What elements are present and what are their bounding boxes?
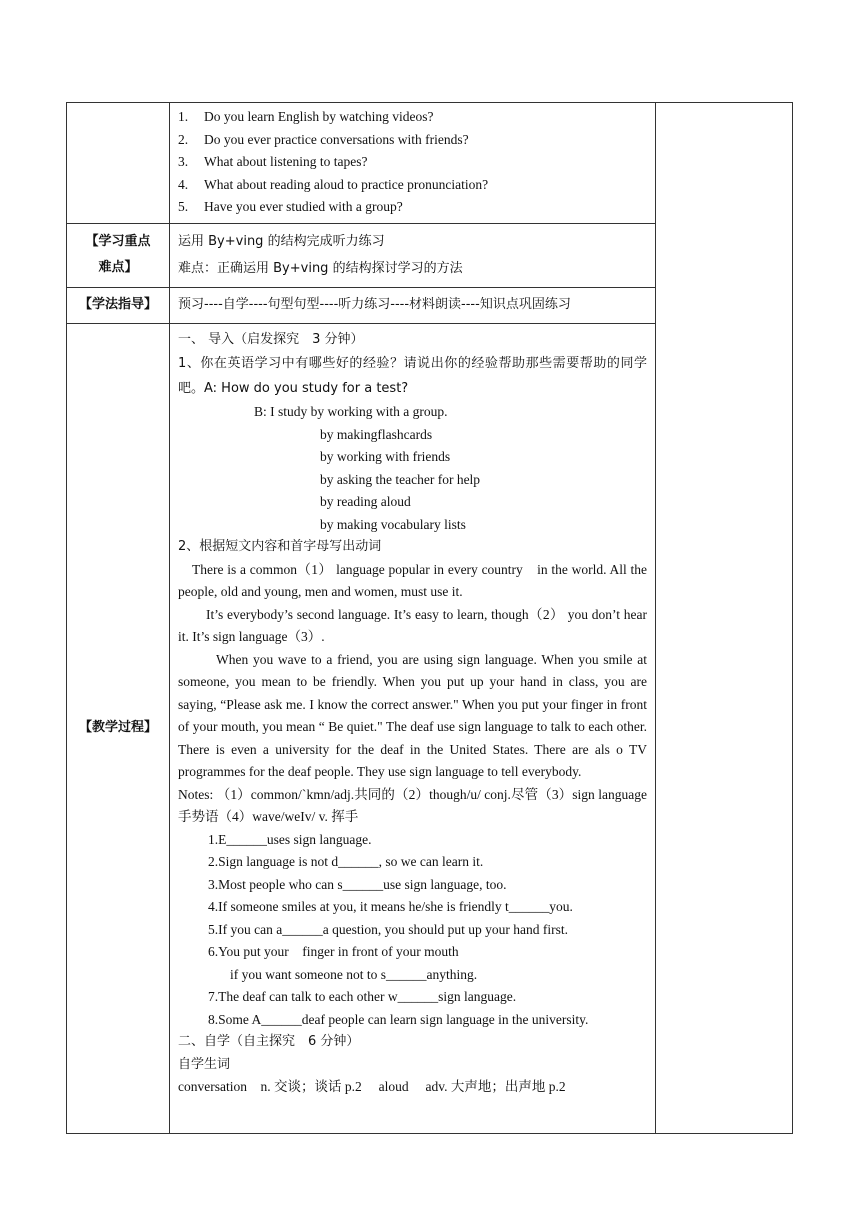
exercise-item: if you want someone not to s______anything.: [230, 966, 478, 982]
answer-option: by makingflashcards: [320, 426, 433, 442]
exercise-item: 1.E______uses sign language.: [208, 831, 372, 847]
lesson-plan-table: [66, 102, 793, 1134]
difficulty-line: 难点：正确运用 By+ving 的结构探讨学习的方法: [178, 260, 463, 276]
key-points-label: 【学习重点 难点】: [67, 223, 170, 287]
method-cell: 预习----自学----句型句型----听力练习----材料朗读----知识点巩固练习: [170, 287, 656, 323]
answer-option: by reading aloud: [320, 494, 411, 509]
process-label: 【教学过程】: [67, 323, 170, 1133]
questions-cell: [170, 103, 656, 224]
list-item: 3. What about listening to tapes?: [178, 154, 368, 169]
intro-question: 1、你在英语学习中有哪些好的经验？请说出你的经验帮助那些需要帮助的同学吧。A: How do you study for a test?: [178, 356, 647, 396]
passage-paragraph: When you wave to a friend, you are using sign language. When you smile at someone, you mean to be friendly. When you put up your hand in class, you are saying, “Please ask me. I know the correct answer." When you put your finger in front of your mouth, you mean “ Be quiet." The deaf use sign language to talk to each other. There is even a university for the deaf in the United States. There are als o TV programmes for the deaf people. They use sign language to tell everybody.: [178, 651, 647, 779]
key-points-cell: [170, 223, 656, 287]
answer-option: by asking the teacher for help: [320, 471, 481, 487]
exercise-item: 3.Most people who can s______use sign language, too.: [208, 876, 507, 892]
list-item: 1. Do you learn English by watching videos?: [178, 109, 434, 124]
exercise-item: 4.If someone smiles at you, it means he/she is friendly t______you.: [208, 899, 573, 914]
exercise-item: 8.Some A______deaf people can learn sign language in the university.: [208, 1011, 589, 1027]
notes: Notes: （1）common/ˋkmn/adj.共同的（2）though/u/ conj.尽管（3）sign language 手势语（4）wave/weIv/ v. 挥手: [178, 786, 647, 824]
vocab-title: 自学生词: [178, 1056, 231, 1072]
passage-paragraph: There is a common（1） language popular in every country in the world. All the people, old and young, men and women, must use it.: [178, 561, 647, 599]
list-item: 2. Do you ever practice conversations with friends?: [178, 131, 469, 147]
list-item: 5. Have you ever studied with a group?: [178, 199, 403, 214]
item-title: 2、根据短文内容和首字母写出动词: [178, 539, 382, 554]
vocab-line: conversation n. 交谈；谈话 p.2 aloud adv. 大声地；出声地 p.2: [178, 1079, 566, 1094]
passage-paragraph: It’s everybody’s second language. It’s easy to learn, though（2） you don’t hear it. It’s sign language（3）.: [178, 606, 647, 644]
notes-column-cell: [656, 103, 793, 1134]
answer-option: by making vocabulary lists: [320, 516, 466, 532]
section-title: 二、自学（自主探究 6 分钟）: [178, 1034, 360, 1049]
exercise-item: 5.If you can a______a question, you should put up your hand first.: [208, 921, 568, 937]
section-title: 一、 导入（启发探究 3 分钟）: [178, 331, 364, 347]
exercise-item: 6.You put your finger in front of your mouth: [208, 944, 459, 959]
process-cell: [170, 323, 656, 1133]
exercise-item: 7.The deaf can talk to each other w______sign language.: [208, 989, 517, 1004]
method-label: 【学法指导】: [67, 287, 170, 323]
key-point-line: 运用 By+ving 的结构完成听力练习: [178, 233, 385, 249]
answer-option: by working with friends: [320, 449, 451, 464]
questions-label-cell: [67, 103, 170, 224]
list-item: 4. What about reading aloud to practice pronunciation?: [178, 176, 489, 192]
answer-b: B: I study by working with a group.: [254, 404, 448, 419]
exercise-item: 2.Sign language is not d______, so we can learn it.: [208, 854, 484, 869]
questions-row: [67, 103, 793, 224]
